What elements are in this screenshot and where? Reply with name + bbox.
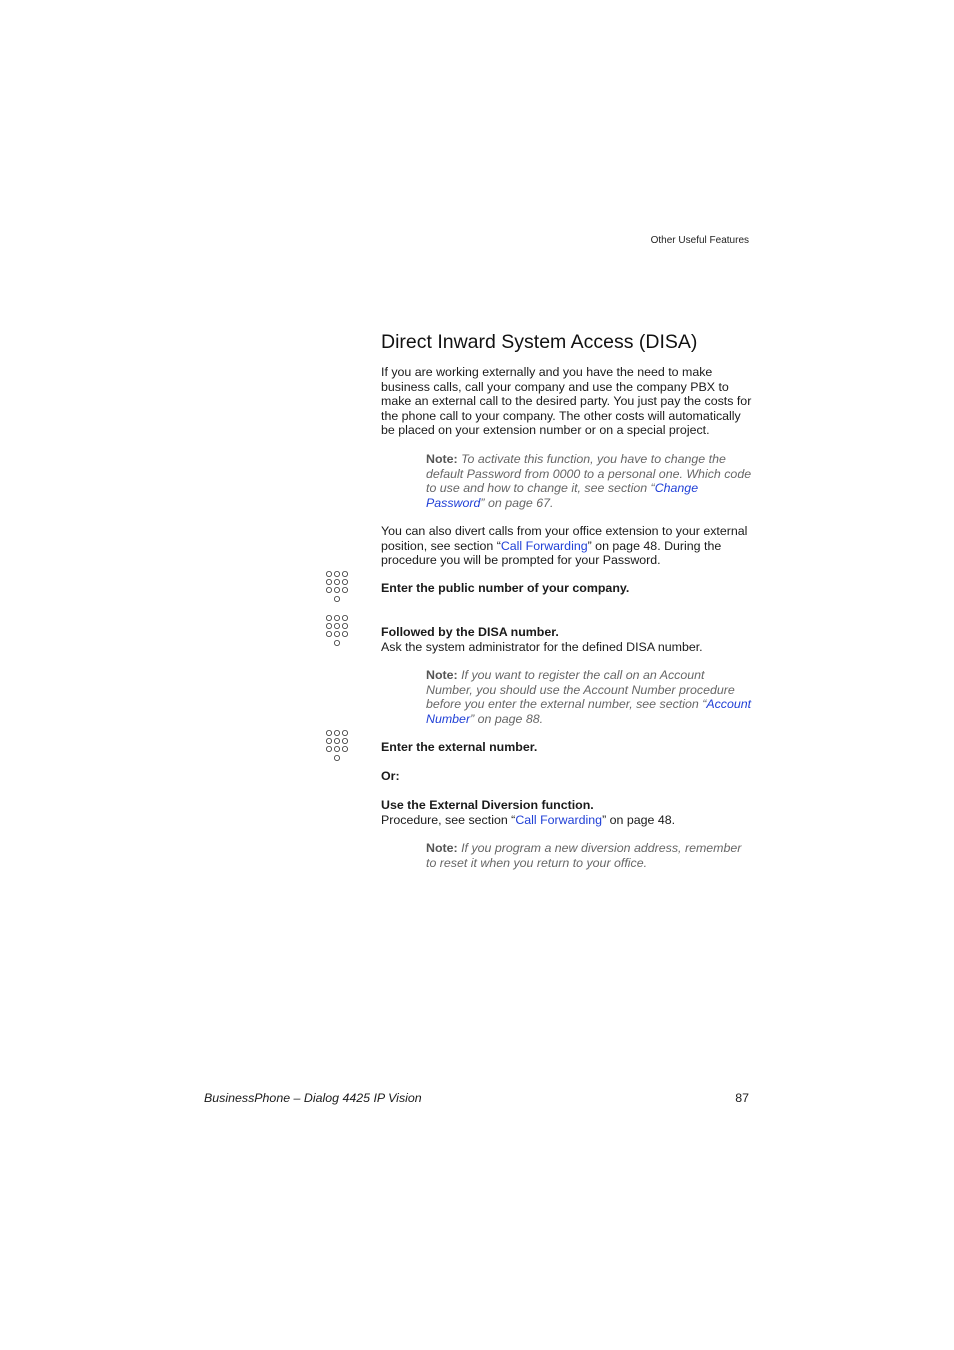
page-number: 87 bbox=[735, 1091, 749, 1105]
step-label: Followed by the DISA number. bbox=[381, 625, 559, 639]
keypad-icon bbox=[325, 570, 351, 606]
step-disa-number bbox=[381, 625, 753, 654]
step-label: Enter the external number. bbox=[381, 740, 538, 754]
step-desc: Ask the system administrator for the defined DISA number. bbox=[381, 639, 703, 654]
divert-paragraph bbox=[381, 524, 753, 568]
footer-product: BusinessPhone – Dialog 4425 IP Vision bbox=[204, 1091, 422, 1105]
page-title: Direct Inward System Access (DISA) bbox=[381, 331, 698, 353]
note-diversion bbox=[426, 841, 752, 870]
link-call-forwarding[interactable]: Call Forwarding bbox=[500, 538, 588, 553]
note-label: Note: bbox=[426, 841, 458, 855]
divert-text: You can also divert calls from your office extension to your external position, see section “ bbox=[381, 524, 748, 553]
note-text: To activate this function, you have to change the default Password from 0000 to a personal one. Which code to use and how to change it, see section “ bbox=[426, 452, 752, 496]
step-label: Enter the public number of your company. bbox=[381, 581, 630, 595]
link-change-password[interactable]: Change Password bbox=[426, 481, 699, 510]
step-external-diversion bbox=[381, 798, 753, 827]
or-text: Or: bbox=[381, 769, 400, 783]
keypad-icon bbox=[325, 614, 351, 650]
note-text: If you program a new diversion address, remember to reset it when you return to your office. bbox=[426, 841, 742, 870]
step-desc: Procedure, see section “ bbox=[381, 812, 516, 827]
or-label bbox=[381, 769, 753, 784]
step-public-number bbox=[381, 581, 753, 596]
link-account-number[interactable]: Account Number bbox=[426, 697, 752, 726]
link-call-forwarding[interactable]: Call Forwarding bbox=[515, 812, 603, 827]
step-desc-after: ” on page 48. bbox=[602, 812, 676, 827]
note-text-after: ” on page 67. bbox=[480, 495, 554, 510]
note-account bbox=[426, 668, 752, 726]
note-text: If you want to register the call on an Account Number, you should use the Account Number procedure before you enter the external number, see section “ bbox=[426, 668, 735, 712]
divert-text-after: ” on page 48. During the procedure you will be prompted for your Password. bbox=[381, 538, 722, 568]
intro-paragraph: If you are working externally and you have the need to make business calls, call your company and use the company PBX to make an external call to the desired party. You just pay the costs for the phone call to your company. The other costs will automatically be placed on your extension number or on a special project. bbox=[381, 365, 752, 438]
note-label: Note: bbox=[426, 452, 458, 466]
running-header: Other Useful Features bbox=[650, 235, 749, 246]
keypad-icon bbox=[325, 729, 351, 765]
note-label: Note: bbox=[426, 668, 458, 682]
note-text-after: ” on page 88. bbox=[470, 711, 544, 726]
step-label: Use the External Diversion function. bbox=[381, 798, 594, 812]
step-external-number bbox=[381, 740, 753, 755]
note-password bbox=[426, 452, 752, 510]
